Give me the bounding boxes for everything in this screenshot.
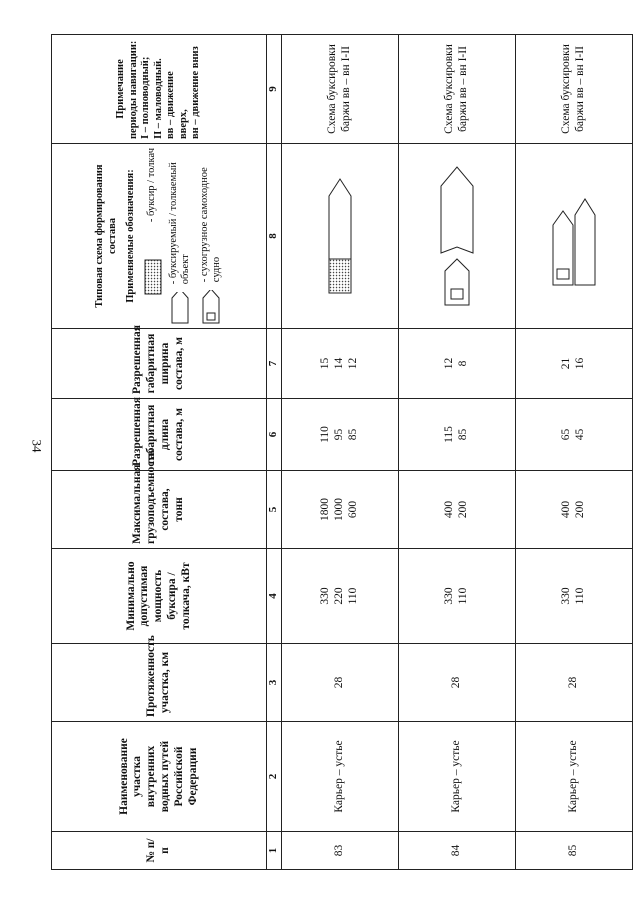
header-power: Минимально допустимая мощность буксира / толкача, кВт — [52, 549, 267, 644]
row-capacity: 400 200 — [399, 471, 516, 549]
rotated-table-wrapper — [51, 35, 631, 870]
row-power: 330 110 — [399, 549, 516, 644]
header-row — [52, 35, 267, 870]
row-capacity: 400 200 — [516, 471, 633, 549]
legend-tug — [144, 148, 162, 324]
note-line: периоды навигации: — [127, 40, 139, 139]
row-num: 83 — [282, 832, 399, 870]
cargo-ship-icon — [202, 290, 220, 324]
header-scheme — [52, 144, 267, 329]
row-conv-width: 21 16 — [516, 329, 633, 399]
column-number-row — [267, 35, 282, 870]
row-note: Схема буксировки баржи вв – вн I-II — [516, 35, 633, 144]
col-number: 2 — [267, 722, 282, 832]
row-scheme — [282, 144, 399, 329]
col-number: 8 — [267, 144, 282, 329]
row-scheme — [516, 144, 633, 329]
col-number: 3 — [267, 644, 282, 722]
row-note: Схема буксировки баржи вв – вн I-II — [399, 35, 516, 144]
row-num: 85 — [516, 832, 633, 870]
row-power: 330 110 — [516, 549, 633, 644]
row-note: Схема буксировки баржи вв – вн I-II — [282, 35, 399, 144]
row-length: 28 — [282, 644, 399, 722]
note-line: I – полноводный; — [140, 56, 152, 139]
barge-icon — [171, 292, 189, 324]
row-conv-width: 12 8 — [399, 329, 516, 399]
legend-ship-label: - сухогрузное самоходное судно — [198, 167, 223, 283]
tug-pattern-icon — [144, 259, 162, 295]
row-num: 84 — [399, 832, 516, 870]
table-row — [399, 35, 516, 870]
convoy-scheme-ship-barge-icon — [437, 161, 477, 311]
header-section: Наименование участка внутренних водных путей Российской Федерации — [52, 722, 267, 832]
row-capacity: 1800 1000 600 — [282, 471, 399, 549]
legend-barge-label: - буксируемый / толкаемый объект — [167, 162, 192, 285]
row-length: 28 — [516, 644, 633, 722]
col-number: 4 — [267, 549, 282, 644]
header-num: № п/п — [52, 832, 267, 870]
col-number: 9 — [267, 35, 282, 144]
header-note — [52, 35, 267, 144]
header-length: Протяженность участка, км — [52, 644, 267, 722]
scheme-title: Типовая схема формирования состава — [93, 164, 118, 308]
row-power: 330 220 110 — [282, 549, 399, 644]
row-length: 28 — [399, 644, 516, 722]
note-line: вв – движение вверх, — [165, 71, 189, 139]
header-conv-length: Разрешенная габаритная длина состава, м — [52, 399, 267, 471]
legend-title: Применяемые обозначения: — [125, 169, 137, 303]
row-conv-width: 15 14 12 — [282, 329, 399, 399]
row-section: Карьер – устье — [516, 722, 633, 832]
legend-barge — [168, 148, 193, 324]
note-title: Примечание — [114, 59, 126, 119]
note-line: II – маловодный. — [152, 58, 164, 139]
col-number: 6 — [267, 399, 282, 471]
page-number: 34 — [29, 439, 45, 453]
legend-ship — [199, 148, 224, 324]
table-row — [516, 35, 633, 870]
row-section: Карьер – устье — [399, 722, 516, 832]
header-capacity: Максимальная грузоподъемность состава, тонн — [52, 471, 267, 549]
table-row — [282, 35, 399, 870]
row-conv-length: 115 85 — [399, 399, 516, 471]
row-conv-length: 110 95 85 — [282, 399, 399, 471]
col-number: 7 — [267, 329, 282, 399]
legend-tug-label: - буксир / толкач — [146, 148, 158, 223]
convoy-scheme-tug-barge-icon — [323, 171, 357, 301]
row-conv-length: 65 45 — [516, 399, 633, 471]
convoy-table — [51, 34, 633, 870]
header-conv-width: Разрешенная габаритная ширина состава, м — [52, 329, 267, 399]
note-line: вн – движение вниз — [190, 46, 202, 139]
col-number: 1 — [267, 832, 282, 870]
col-number: 5 — [267, 471, 282, 549]
convoy-scheme-side-by-side-icon — [549, 181, 599, 291]
row-scheme — [399, 144, 516, 329]
row-section: Карьер – устье — [282, 722, 399, 832]
